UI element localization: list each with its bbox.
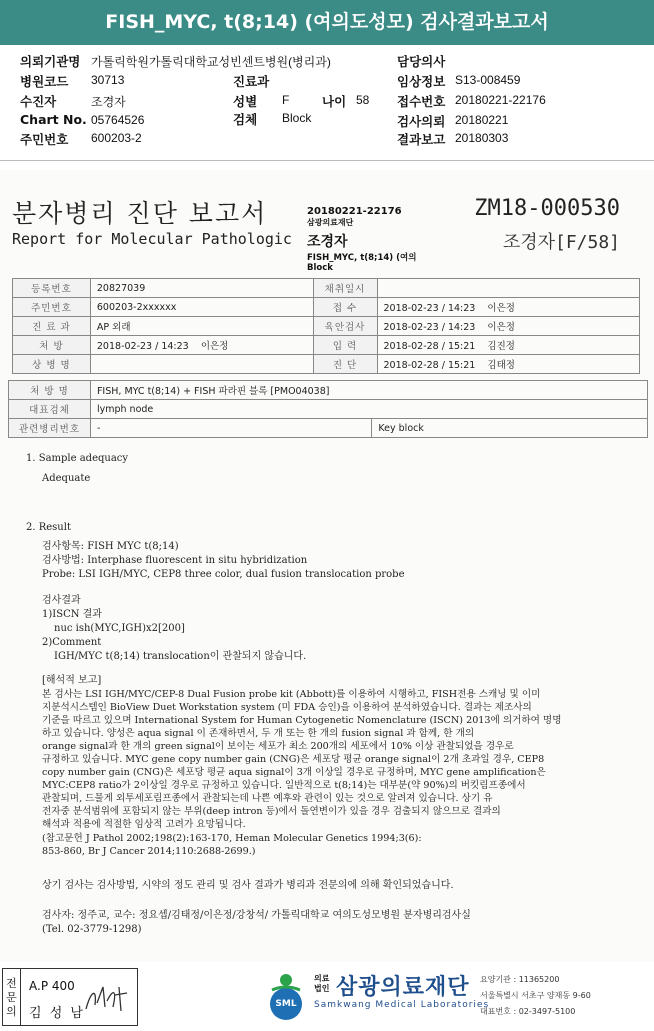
doctor-label: 담당의사 <box>397 54 446 69</box>
gross-by: 이은정 <box>487 322 515 333</box>
input-by: 김진정 <box>487 341 515 352</box>
rrn-value: 600203-2 <box>91 131 142 145</box>
input-cell <box>377 336 640 355</box>
inst-value: 가톨릭학원가톨릭대학교성빈센트병원(병리과) <box>91 55 331 69</box>
gross-cell <box>377 317 640 336</box>
diag-by: 김태정 <box>487 360 515 371</box>
table-row <box>9 381 648 400</box>
code-label: 병원코드 <box>20 74 69 89</box>
org-en: Samkwang Medical Laboratories <box>314 1000 490 1010</box>
receipt-time: 2018-02-23 / 14:23 <box>383 303 476 314</box>
sticker-test: FISH_MYC, t(8;14) (여의 <box>307 253 417 263</box>
req-label: 검사의뢰 <box>397 114 446 129</box>
result-line: copy number gain (CNG)은 세포당 평균 aqua signal이 3개 이상일 경우로 규정하며, MYC gene amplification은 <box>42 767 546 778</box>
rrn-label: 주민번호 <box>20 132 69 147</box>
result-line: 하고 있습니다. 양성은 aqua signal 이 존재하면서, 두 개 또는 한 개의 fusion signal 과 함께, 한 개의 <box>42 728 475 739</box>
signature-side-label: 전문의 <box>3 969 21 1025</box>
org-prefix: 의료법인 <box>314 974 330 993</box>
result-label: 결과보고 <box>397 132 446 147</box>
diag-label: 진 단 <box>313 355 377 374</box>
receipt-cell <box>377 298 640 317</box>
input-label: 입 력 <box>313 336 377 355</box>
key-block: Key block <box>372 419 648 438</box>
result-line: 검사방법: Interphase fluorescent in situ hybridization <box>42 555 308 566</box>
result-line: 관찰되며, 드물게 외투세포림프종에서 관찰되는데 나쁜 예후와 관련이 있는 것으로 알려져 있습니다. 상기 유 <box>42 793 493 804</box>
gross-time: 2018-02-23 / 14:23 <box>383 322 476 333</box>
rep-label: 대표검체 <box>9 400 91 419</box>
section-2-title: 2. Result <box>26 522 71 533</box>
result-line: Probe: LSI IGH/MYC, CEP8 three color, dual fusion translocation probe <box>42 569 405 580</box>
clinical-value: S13-008459 <box>455 73 521 87</box>
patient-info-panel <box>0 45 654 161</box>
specimen-label: 검체 <box>233 112 258 127</box>
signature-box <box>2 968 138 1026</box>
table-row <box>13 298 640 317</box>
order-time: 2018-02-23 / 14:23 <box>96 341 189 352</box>
table-row <box>9 419 648 438</box>
signature-name: 김 성 남 <box>29 1006 85 1021</box>
dept-value: AP 외래 <box>90 317 313 336</box>
patient-value: 조경자 <box>91 95 126 109</box>
sticker-name: 조경자 <box>307 234 348 250</box>
patient-id-label: 조경자[F/58] <box>502 232 620 253</box>
sml-logo-icon <box>262 970 310 1022</box>
table-row <box>13 279 640 298</box>
gross-label: 육안검사 <box>313 317 377 336</box>
related-value: - <box>90 419 371 438</box>
confirm-line: 상기 검사는 검사방법, 시약의 정도 관리 및 검사 결과가 병리과 전문의에 의해 확인되었습니다. <box>42 880 454 891</box>
sticker-specimen: Block <box>307 263 333 273</box>
result-line: 본 검사는 LSI IGH/MYC/CEP-8 Dual Fusion probe kit (Abbott)를 이용하여 시행하고, FISH전용 스캐닝 및 이미 <box>42 689 541 700</box>
dx-value <box>90 355 313 374</box>
input-time: 2018-02-28 / 15:21 <box>383 341 476 352</box>
result-line: 해석과 적용에 적절한 임상적 고려가 요망됩니다. <box>42 819 246 830</box>
rx-label: 처 방 명 <box>9 381 91 400</box>
tel-line: (Tel. 02-3779-1298) <box>42 924 142 935</box>
result-line: 2)Comment <box>42 637 102 648</box>
rx-value: FISH, MYC t(8;14) + FISH 파라핀 블록 [PMO04038] <box>90 381 647 400</box>
sex-label: 성별 <box>233 94 258 109</box>
diag-time: 2018-02-28 / 15:21 <box>383 360 476 371</box>
tel-line: 대표번호 : 02-3497-5100 <box>480 1007 576 1016</box>
result-line: orange signal과 한 개의 green signal이 보이는 세포가 최소 200개의 세포에서 10% 이상 관찰되었을 경우로 <box>42 741 514 752</box>
result-line: 전자중 분석범위에 포함되지 않는 부위(deep intron 등)에서 돌연변이가 있을 경우 검출되지 않으므로 결과의 <box>42 806 501 817</box>
reg-no-label: 등록번호 <box>13 279 91 298</box>
report-header: FISH_MYC, t(8;14) (여의도성모) 검사결과보고서 <box>0 0 654 45</box>
result-line: 검사결과 <box>42 595 81 606</box>
age-value: 58 <box>356 93 370 107</box>
receipt-value: 20180221-22176 <box>455 93 546 107</box>
tester-line: 검사자: 정주교, 교수: 정요셉/김태정/이은정/강창석/ 가톨릭대학교 여의도성모병원 분자병리검사실 <box>42 910 471 921</box>
table-row <box>13 355 640 374</box>
result-line: nuc ish(MYC,IGH)x2[200] <box>54 623 185 634</box>
dx-label: 상 병 명 <box>13 355 91 374</box>
section-1-title: 1. Sample adequacy <box>26 453 129 464</box>
signature-ap: A.P 400 <box>29 979 75 993</box>
result-value: 20180303 <box>455 131 509 145</box>
receipt-label: 접수번호 <box>397 94 446 109</box>
rrn-value: 600203-2xxxxxx <box>90 298 313 317</box>
diag-cell <box>377 355 640 374</box>
order-table <box>8 380 648 438</box>
order-cell <box>90 336 313 355</box>
result-line: 규정하고 있습니다. MYC gene copy number gain (CNG)은 세포당 평균 orange signal이 2개 초과일 경우, CEP8 <box>42 754 545 765</box>
result-line: 853-860, Br J Cancer 2014;110:2688-2699.) <box>42 846 256 857</box>
sml-logo-text: SML <box>275 999 297 1009</box>
case-number: ZM18-000530 <box>474 196 620 221</box>
patient-label: 수진자 <box>20 94 57 109</box>
order-label: 처 방 <box>13 336 91 355</box>
chart-value: 05764526 <box>91 113 145 127</box>
reg-no-value: 20827039 <box>90 279 313 298</box>
result-line: 검사항목: FISH MYC t(8;14) <box>42 541 179 552</box>
handwritten-signature <box>83 983 133 1017</box>
reg-line: 요양기관 : 11365200 <box>480 975 560 984</box>
result-line: 1)ISCN 결과 <box>42 609 102 620</box>
dept-label: 진 료 과 <box>13 317 91 336</box>
rrn-label: 주민번호 <box>13 298 91 317</box>
age-label: 나이 <box>322 94 347 109</box>
report-footer <box>0 962 654 1031</box>
related-label: 관련병리번호 <box>9 419 91 438</box>
result-line: 기준을 따르고 있으며 International System for Human Cytogenetic Nomenclature (ISCN) 2013에 의거하여 명명 <box>42 715 562 726</box>
receipt-by: 이은정 <box>487 303 515 314</box>
info-table <box>12 278 640 374</box>
dept-label: 진료과 <box>233 74 270 89</box>
org-name: 삼광의료재단 <box>336 975 470 1000</box>
report-title-en: Report for Molecular Pathologic <box>12 230 292 248</box>
table-row <box>13 317 640 336</box>
sex-value: F <box>282 93 290 107</box>
addr-line: 서울특별시 서초구 양재동 9-60 <box>480 991 591 1000</box>
section-1-value: Adequate <box>42 473 91 484</box>
report-title-ko: 분자병리 진단 보고서 <box>12 199 268 228</box>
specimen-sticker <box>307 206 443 273</box>
collect-value <box>377 279 640 298</box>
table-row <box>13 336 640 355</box>
result-line: MYC:CEP8 ratio가 2이상일 경우로 규정하고 있습니다. 일반적으로 t(8;14)는 대부분(약 90%)의 버킷림프종에서 <box>42 780 526 791</box>
clinical-label: 임상정보 <box>397 74 446 89</box>
collect-label: 채취일시 <box>313 279 377 298</box>
specimen-value: Block <box>282 111 312 125</box>
scanned-report <box>0 170 654 962</box>
result-line: 지분석시스템인 BioView Duet Workstation system (미 FDA 승인)을 이용하여 분석하였습니다. 결과는 제조사의 <box>42 702 532 713</box>
sticker-no: 20180221-22176 <box>307 206 402 217</box>
order-by: 이은정 <box>200 341 229 352</box>
chart-label: Chart No. <box>20 112 87 127</box>
rep-value: lymph node <box>90 400 647 419</box>
result-line: IGH/MYC t(8;14) translocation이 관찰되지 않습니다. <box>54 651 307 662</box>
code-value: 30713 <box>91 73 125 87</box>
receipt-label: 접 수 <box>313 298 377 317</box>
inst-label: 의뢰기관명 <box>20 54 81 69</box>
result-line: [해석적 보고] <box>42 675 102 686</box>
table-row <box>9 400 648 419</box>
result-line: (참고문헌 J Pathol 2002;198(2):163-170, Heman Molecular Genetics 1994;3(6): <box>42 833 422 844</box>
req-value: 20180221 <box>455 113 509 127</box>
sticker-org: 삼광의료재단 <box>307 218 354 227</box>
